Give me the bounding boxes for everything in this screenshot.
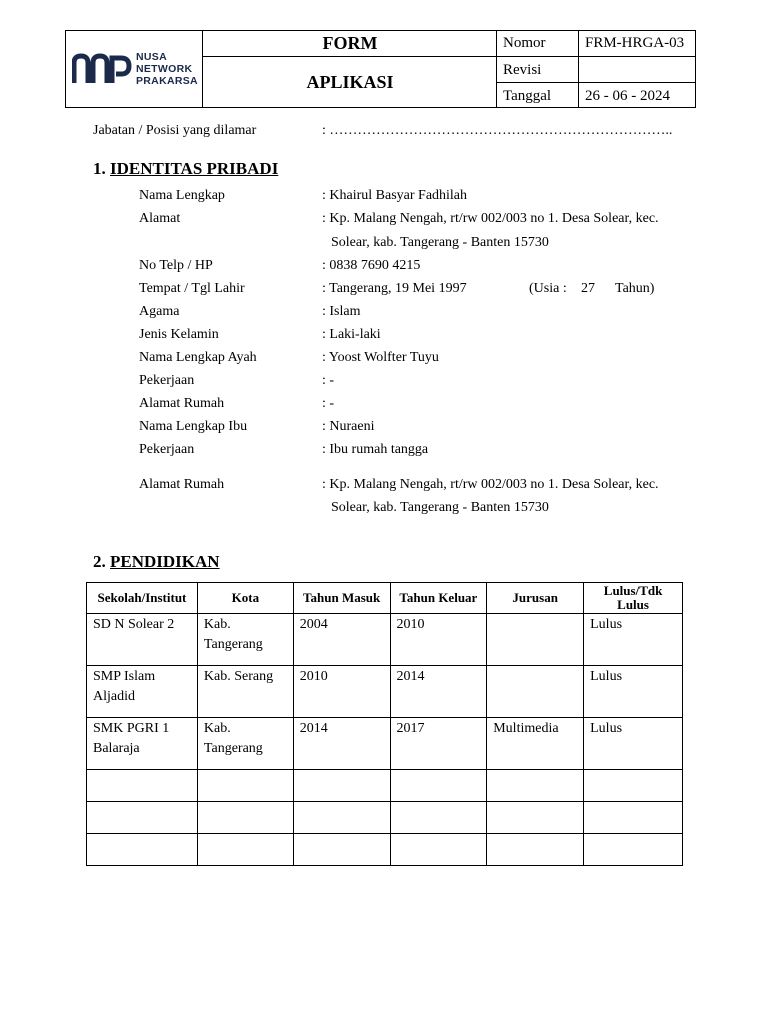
table-cell: Lulus [584, 614, 683, 666]
column-header: Tahun Masuk [293, 583, 390, 614]
table-cell [390, 770, 487, 802]
table-cell: 2004 [293, 614, 390, 666]
field-label: Pekerjaan [139, 442, 195, 457]
table-cell [390, 802, 487, 834]
age-unit: Tahun) [615, 281, 655, 296]
column-header: Kota [197, 583, 293, 614]
field-label: Tempat / Tgl Lahir [139, 281, 245, 296]
field-label: Nama Lengkap Ayah [139, 350, 257, 365]
table-row [87, 666, 683, 718]
field-value: : Khairul Basyar Fadhilah [322, 188, 468, 203]
field-label: Pekerjaan [139, 373, 195, 388]
field-label: Jenis Kelamin [139, 327, 219, 342]
field-label: Alamat Rumah [139, 396, 225, 411]
table-cell: Kab. Tangerang [197, 614, 293, 666]
table-cell: 2010 [390, 614, 487, 666]
table-cell: Lulus [584, 666, 683, 718]
field-value: : 0838 7690 4215 [322, 258, 421, 273]
field-value: : Yoost Wolfter Tuyu [322, 350, 439, 365]
column-header: Jurusan [487, 583, 584, 614]
table-cell [390, 834, 487, 866]
table-cell [293, 802, 390, 834]
section-pendidikan-title: 2. PENDIDIKAN [93, 552, 220, 571]
position-label: Jabatan / Posisi yang dilamar [93, 123, 257, 138]
table-cell: 2014 [390, 666, 487, 718]
table-cell [584, 770, 683, 802]
field-value-cont: Solear, kab. Tangerang - Banten 15730 [331, 235, 549, 250]
column-header: Lulus/Tdk Lulus [584, 583, 683, 614]
table-cell [87, 834, 198, 866]
table-row-empty [87, 834, 683, 866]
field-value: : Nuraeni [322, 419, 375, 434]
meta-label-nomor: Nomor [503, 35, 546, 51]
table-cell [293, 834, 390, 866]
table-cell: Kab. Tangerang [197, 718, 293, 770]
field-value: : Laki-laki [322, 327, 381, 342]
table-cell: Multimedia [487, 718, 584, 770]
field-label: Alamat Rumah [139, 477, 225, 492]
table-cell: Lulus [584, 718, 683, 770]
form-title-line2: APLIKASI [306, 72, 394, 92]
table-cell: 2017 [390, 718, 487, 770]
table-cell [197, 802, 293, 834]
table-cell: 2010 [293, 666, 390, 718]
company-logo-icon [72, 53, 132, 85]
field-label: Nama Lengkap [139, 188, 225, 203]
table-cell [487, 666, 584, 718]
form-header [65, 30, 696, 108]
field-value: : - [322, 373, 335, 388]
table-row [87, 718, 683, 770]
column-header: Tahun Keluar [390, 583, 487, 614]
table-cell: Kab. Serang [197, 666, 293, 718]
section-identitas-title: 1. IDENTITAS PRIBADI [93, 159, 279, 178]
table-cell [87, 770, 198, 802]
field-value: : Islam [322, 304, 361, 319]
meta-value-tanggal: 26 - 06 - 2024 [585, 88, 670, 104]
column-header: Sekolah/Institut [87, 583, 198, 614]
field-label: Nama Lengkap Ibu [139, 419, 248, 434]
table-cell [293, 770, 390, 802]
table-cell [487, 802, 584, 834]
table-cell: SMK PGRI 1 Balaraja [87, 718, 198, 770]
table-cell: SD N Solear 2 [87, 614, 198, 666]
table-cell [87, 802, 198, 834]
meta-value-nomor: FRM-HRGA-03 [585, 35, 685, 51]
table-cell [584, 834, 683, 866]
age-value: 27 [581, 281, 595, 296]
meta-label-tanggal: Tanggal [503, 88, 552, 104]
table-cell [584, 802, 683, 834]
field-label: No Telp / HP [139, 258, 213, 273]
table-cell [197, 834, 293, 866]
table-cell [197, 770, 293, 802]
field-value: : Kp. Malang Nengah, rt/rw 002/003 no 1. Desa Solear, kec. [322, 211, 659, 226]
table-cell: SMP Islam Aljadid [87, 666, 198, 718]
table-row [87, 614, 683, 666]
meta-label-revisi: Revisi [503, 62, 542, 78]
table-cell: 2014 [293, 718, 390, 770]
field-value: : Tangerang, 19 Mei 1997 [322, 281, 467, 296]
field-value: : Kp. Malang Nengah, rt/rw 002/003 no 1. Desa Solear, kec. [322, 477, 659, 492]
table-row-empty [87, 770, 683, 802]
field-value: : - [322, 396, 335, 411]
table-header-row [87, 583, 683, 614]
table-cell [487, 834, 584, 866]
age-label: (Usia : [529, 281, 567, 296]
education-table [86, 582, 683, 866]
company-logo-text: NUSA NETWORK PRAKARSA [136, 51, 198, 87]
table-row-empty [87, 802, 683, 834]
field-value: : Ibu rumah tangga [322, 442, 429, 457]
position-value: : ……………………………………………………………….. [322, 123, 673, 138]
form-title-line1: FORM [322, 33, 378, 53]
field-label: Agama [139, 304, 180, 319]
field-value-cont: Solear, kab. Tangerang - Banten 15730 [331, 500, 549, 515]
table-cell [487, 614, 584, 666]
table-cell [487, 770, 584, 802]
field-label: Alamat [139, 211, 181, 226]
